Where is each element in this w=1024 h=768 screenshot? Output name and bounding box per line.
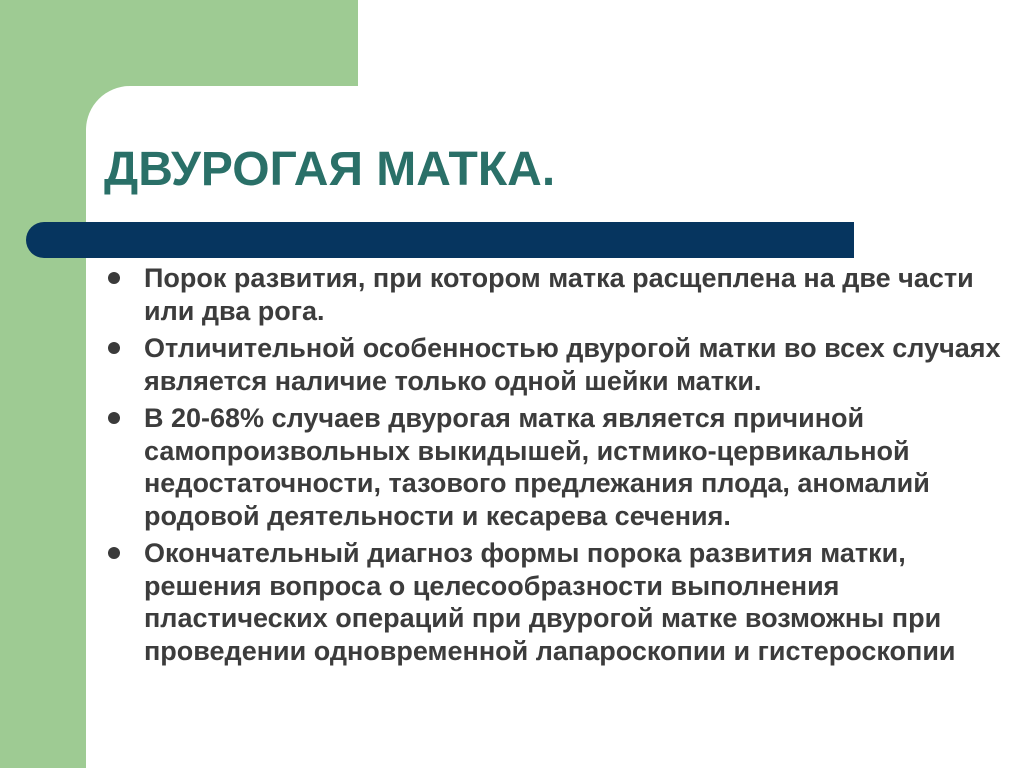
bullet-item [104, 537, 1010, 667]
bullet-icon [108, 547, 120, 559]
bullet-text: Окончательный диагноз формы порока развития матки, решения вопроса о целесообразности выполнения пластических операций при двурогой матке возможны при проведении одновременной лапароскопии и гистероскопии [144, 538, 956, 666]
bullet-icon [108, 342, 120, 354]
bullet-text: Отличительной особенностью двурогой матки во всех случаях является наличие только одной шейки матки. [144, 333, 1001, 396]
bullet-item [104, 332, 1010, 397]
bullet-text: Порок развития, при котором матка расщеплена на две части или два рога. [144, 263, 974, 326]
bullet-item [104, 262, 1010, 327]
bullet-icon [108, 412, 120, 424]
slide-title: ДВУРОГАЯ МАТКА. [104, 143, 556, 196]
bullet-text: В 20-68% случаев двурогая матка является причиной самопроизвольных выкидышей, истмико-цервикальной недостаточности, тазового предлежания плода, аномалий родовой деятельности и кесарева сечения. [144, 403, 930, 531]
bullet-icon [108, 272, 120, 284]
title-underline-bar [26, 222, 854, 258]
bullet-list [104, 262, 1010, 672]
bullet-item [104, 402, 1010, 532]
